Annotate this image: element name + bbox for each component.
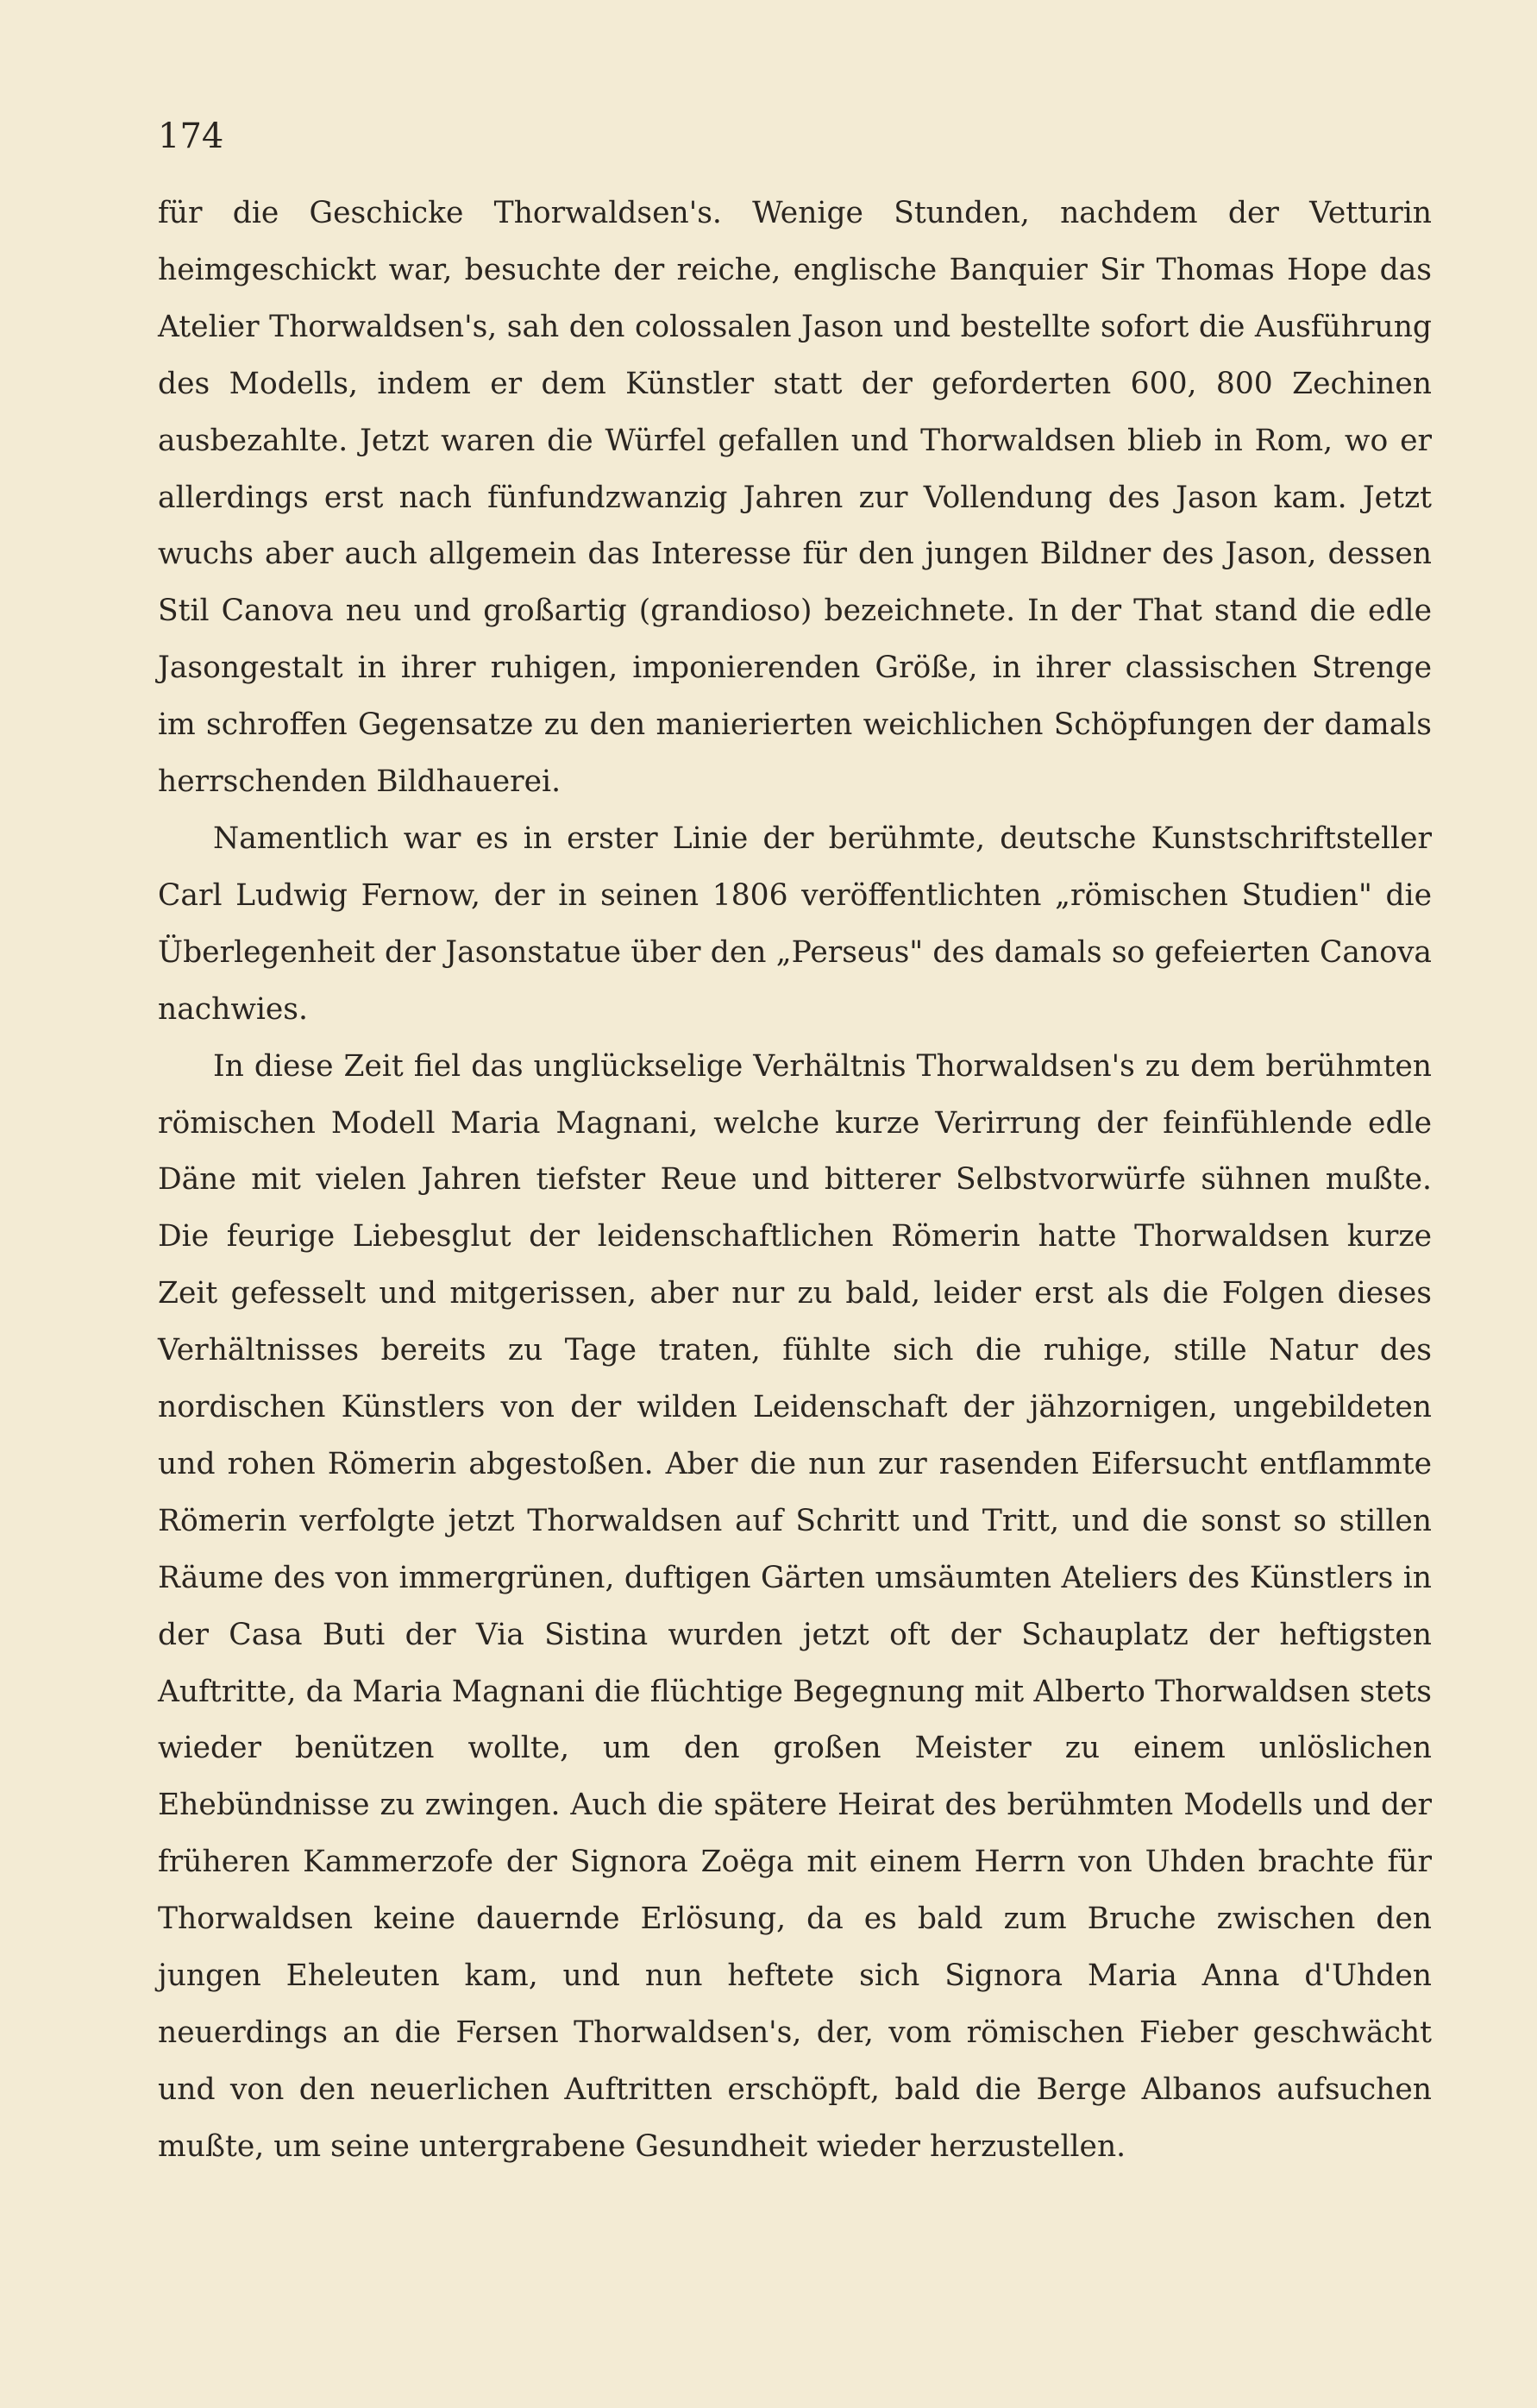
paragraph-1: für die Geschicke Thorwaldsen's. Wenige Stunden, nachdem der Vetturin heimgeschickt war, besuchte der reiche, englische Banquier Sir Thomas Hope das Atelier Thorwaldsen's, sah den colossalen Jason und bestellte sofort die Ausführung des Modells, indem er dem Künstler statt der geforderten 600, 800 Zechinen ausbezahlte. Jetzt waren die Würfel gefallen und Thorwaldsen blieb in Rom, wo er allerdings erst nach fünfundzwanzig Jahren zur Vollendung des Jason kam. Jetzt wuchs aber auch allgemein das Interesse für den jungen Bildner des Jason, dessen Stil Canova neu und großartig (grandioso) bezeichnete. In der That stand die edle Jasongestalt in ihrer ruhigen, imponierenden Größe, in ihrer classischen Strenge im schroffen Gegensatze zu den manierierten weichlichen Schöpfungen der damals herrschenden Bildhauerei. (158, 196, 1432, 800)
paragraph-2: Namentlich war es in erster Linie der berühmte, deutsche Kunstschriftsteller Carl Ludwig Fernow, der in seinen 1806 veröffentlichten „römischen Studien" die Überlegenheit der Jasonstatue über den „Perseus" des damals so gefeierten Canova nachwies. (158, 820, 1432, 1027)
paragraph-3: In diese Zeit fiel das unglückselige Verhältnis Thorwaldsen's zu dem berühmten römischen Modell Maria Magnani, welche kurze Verirrung der feinfühlende edle Däne mit vielen Jahren tiefster Reue und bitterer Selbstvorwürfe sühnen mußte. Die feurige Liebesglut der leidenschaftlichen Römerin hatte Thorwaldsen kurze Zeit gefesselt und mitgerissen, aber nur zu bald, leider erst als die Folgen dieses Verhältnisses bereits zu Tage traten, fühlte sich die ruhige, stille Natur des nordischen Künstlers von der wilden Leidenschaft der jähzornigen, ungebildeten und rohen Römerin abgestoßen. Aber die nun zur rasenden Eifersucht entflammte Römerin verfolgte jetzt Thorwaldsen auf Schritt und Tritt, und die sonst so stillen Räume des von immergrünen, duftigen Gärten umsäumten Ateliers des Künstlers in der Casa Buti der Via Sistina wurden jetzt oft der Schauplatz der heftigsten Auftritte, da Maria Magnani die flüchtige Begegnung mit Alberto Thorwaldsen stets wieder benützen wollte, um den großen Meister zu einem unlöslichen Ehebündnisse zu zwingen. Auch die spätere Heirat des berühmten Modells und der früheren Kammerzofe der Signora Zoëga mit einem Herrn von Uhden brachte für Thorwaldsen keine dauernde Erlösung, da es bald zum Bruche zwischen den jungen Eheleuten kam, und nun heftete sich Signora Maria Anna d'Uhden neuerdings an die Fersen Thorwaldsen's, der, vom römischen Fieber geschwächt und von den neuerlichen Auftritten erschöpft, bald die Berge Albanos aufsuchen mußte, um seine untergrabene Gesundheit wieder herzustellen. (158, 1048, 1432, 2164)
body-text (158, 185, 1432, 2176)
page-number: 174 (158, 116, 224, 156)
